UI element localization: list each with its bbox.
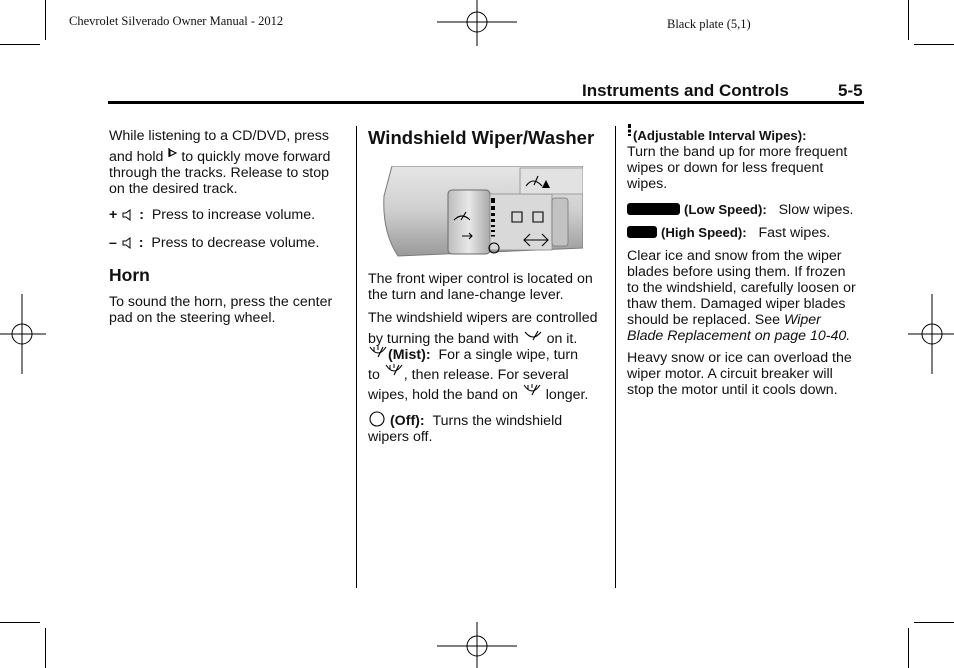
- crop-mark: [908, 628, 909, 668]
- wiper-intro-paragraph: The front wiper control is located on the turn and lane-change lever.: [368, 271, 593, 303]
- crop-mark: [0, 622, 40, 623]
- wiper-icon: [523, 329, 543, 343]
- wiper-controlled-paragraph: The windshield wipers are controlled by turning the band with on it.: [368, 310, 598, 347]
- running-title: Chevrolet Silverado Owner Manual - 2012: [69, 14, 284, 28]
- header-rule: [108, 101, 864, 104]
- seek-forward-icon: [167, 147, 177, 162]
- track-paragraph: While listening to a CD/DVD, press and hold to quickly move forward through the tracks. Release to stop on the desired track.: [109, 128, 331, 197]
- mist-item: (Mist): For a single wipe, turn to , then release. For several wipes, hold the band on longer.: [368, 347, 608, 403]
- mist-icon: [368, 344, 388, 362]
- registration-mark-left: [0, 294, 46, 374]
- high-speed-item: (High Speed): Fast wipes.: [627, 225, 867, 241]
- off-item: (Off): Turns the windshield wipers off.: [368, 413, 608, 445]
- interval-item: (Adjustable Interval Wipes): Turn the band up for more frequent wipes or down for less frequent wipes.: [627, 128, 867, 192]
- mist-icon: [384, 362, 404, 380]
- crop-mark: [45, 628, 46, 668]
- page-number: 5-5: [838, 81, 863, 100]
- column-divider: [356, 126, 357, 588]
- volume-down-item: – : Press to decrease volume.: [109, 235, 320, 251]
- crop-mark: [908, 0, 909, 40]
- off-circle-icon: [368, 410, 386, 428]
- low-speed-icon: [627, 203, 680, 215]
- wiper-lever-illustration: [378, 166, 583, 261]
- wiper-heading: Windshield Wiper/Washer: [368, 127, 595, 148]
- clear-ice-paragraph: Clear ice and snow from the wiper blades before using them. If frozen to the windshield, carefully loosen or thaw them. Damaged wiper blades should be replaced. See Wiper Blade Replacement on page 10-40.: [627, 248, 856, 344]
- plate-label: Black plate (5,1): [667, 17, 751, 31]
- section-title: Instruments and Controls: [582, 81, 789, 100]
- low-speed-item: (Low Speed): Slow wipes.: [627, 202, 867, 218]
- wiper-blade-link[interactable]: Blade Replacement on page 10-40.: [627, 328, 851, 344]
- column-divider: [615, 126, 616, 588]
- speaker-icon: [121, 208, 135, 222]
- volume-up-item: + : Press to increase volume.: [109, 207, 316, 223]
- horn-paragraph: To sound the horn, press the center pad on the steering wheel.: [109, 294, 333, 326]
- crop-mark: [914, 44, 954, 45]
- registration-mark-bottom: [437, 622, 517, 668]
- crop-mark: [0, 44, 40, 45]
- wiper-blade-link[interactable]: Wiper: [783, 312, 821, 328]
- high-speed-icon: [627, 226, 657, 238]
- horn-heading: Horn: [109, 265, 150, 285]
- crop-mark: [45, 0, 46, 40]
- speaker-icon: [121, 236, 135, 250]
- registration-mark-top: [437, 0, 517, 46]
- mist-icon: [522, 382, 542, 400]
- heavy-snow-paragraph: Heavy snow or ice can overload the wiper motor. A circuit breaker will stop the motor until it cools down.: [627, 350, 852, 398]
- crop-mark: [914, 622, 954, 623]
- registration-mark-right: [908, 294, 954, 374]
